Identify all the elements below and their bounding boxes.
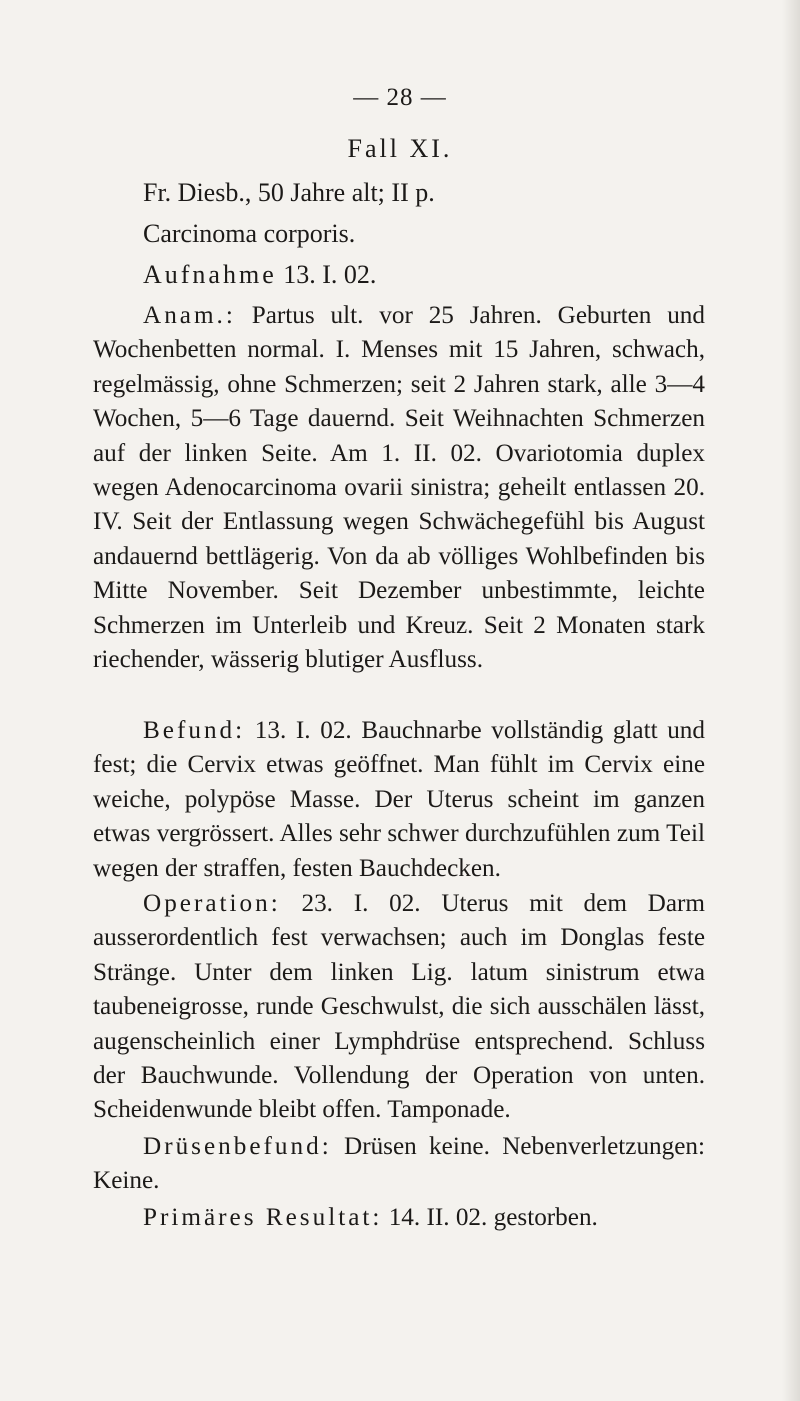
gland-findings-text: Drüsen keine. Nebenverletzungen: Keine.	[93, 1133, 705, 1195]
patient-line: Fr. Diesb., 50 Jahre alt; II p.	[143, 178, 435, 207]
operation-paragraph	[93, 887, 705, 1128]
anamnesis-label: Anam.:	[143, 302, 236, 329]
anamnesis-paragraph	[93, 299, 705, 677]
page-edge-shadow	[782, 0, 800, 1401]
page-number: — 28 —	[353, 84, 447, 111]
findings-label: Befund:	[143, 717, 246, 744]
admission-label: Aufnahme	[143, 260, 277, 289]
anamnesis-text: Partus ult. vor 25 Jahren. Geburten und Wochenbetten normal. I. Menses mit 15 Jahren, schwach, regelmässig, ohne Schmerzen; seit 2 Jahren stark, alle 3—4 Wochen, 5—6 Tage dauernd. Seit Weihnachten Schmerzen auf der linken Seite. Am 1. II. 02. Ovariotomia duplex wegen Adenocarcinoma ovarii sinistra; geheilt entlassen 20. IV. Seit der Entlassung wegen Schwächegefühl bis August andauernd bettlägerig. Von da ab völliges Wohlbefinden bis Mitte November. Seit Dezember unbestimmte, leichte Schmerzen im Unterleib und Kreuz. Seit 2 Monaten stark riechender, wässerig blutiger Ausfluss.	[93, 302, 705, 674]
primary-result-paragraph	[93, 1201, 705, 1235]
gland-findings-label: Drüsenbefund:	[143, 1133, 332, 1160]
findings-paragraph	[93, 714, 705, 886]
admission-date: 13. I. 02.	[283, 260, 377, 289]
findings-text: 13. I. 02. Bauchnarbe vollständig glatt und fest; die Cervix etwas geöffnet. Man fühlt im Cervix eine weiche, polypöse Masse. Der Uterus scheint im ganzen etwas vergrössert. Alles sehr schwer durchzufühlen zum Teil wegen der straffen, festen Bauchdecken.	[93, 717, 705, 882]
admission-line	[143, 260, 376, 290]
primary-result-label: Primäres Resultat:	[143, 1204, 383, 1231]
operation-label: Operation:	[143, 890, 281, 917]
operation-text: 23. I. 02. Uterus mit dem Darm ausserordentlich fest verwachsen; auch im Donglas feste Stränge. Unter dem linken Lig. latum sinistrum etwa taubeneigrosse, runde Geschwulst, die sich ausschälen lässt, augenscheinlich einer Lymphdrüse entsprechend. Schluss der Bauchwunde. Vollendung der Operation von unten. Scheidenwunde bleibt offen. Tamponade.	[93, 890, 706, 1124]
primary-result-text: 14. II. 02. gestorben.	[388, 1204, 598, 1231]
diagnosis-line: Carcinoma corporis.	[143, 219, 356, 248]
case-title: Fall XI.	[347, 134, 453, 163]
gland-findings-paragraph	[93, 1130, 705, 1199]
